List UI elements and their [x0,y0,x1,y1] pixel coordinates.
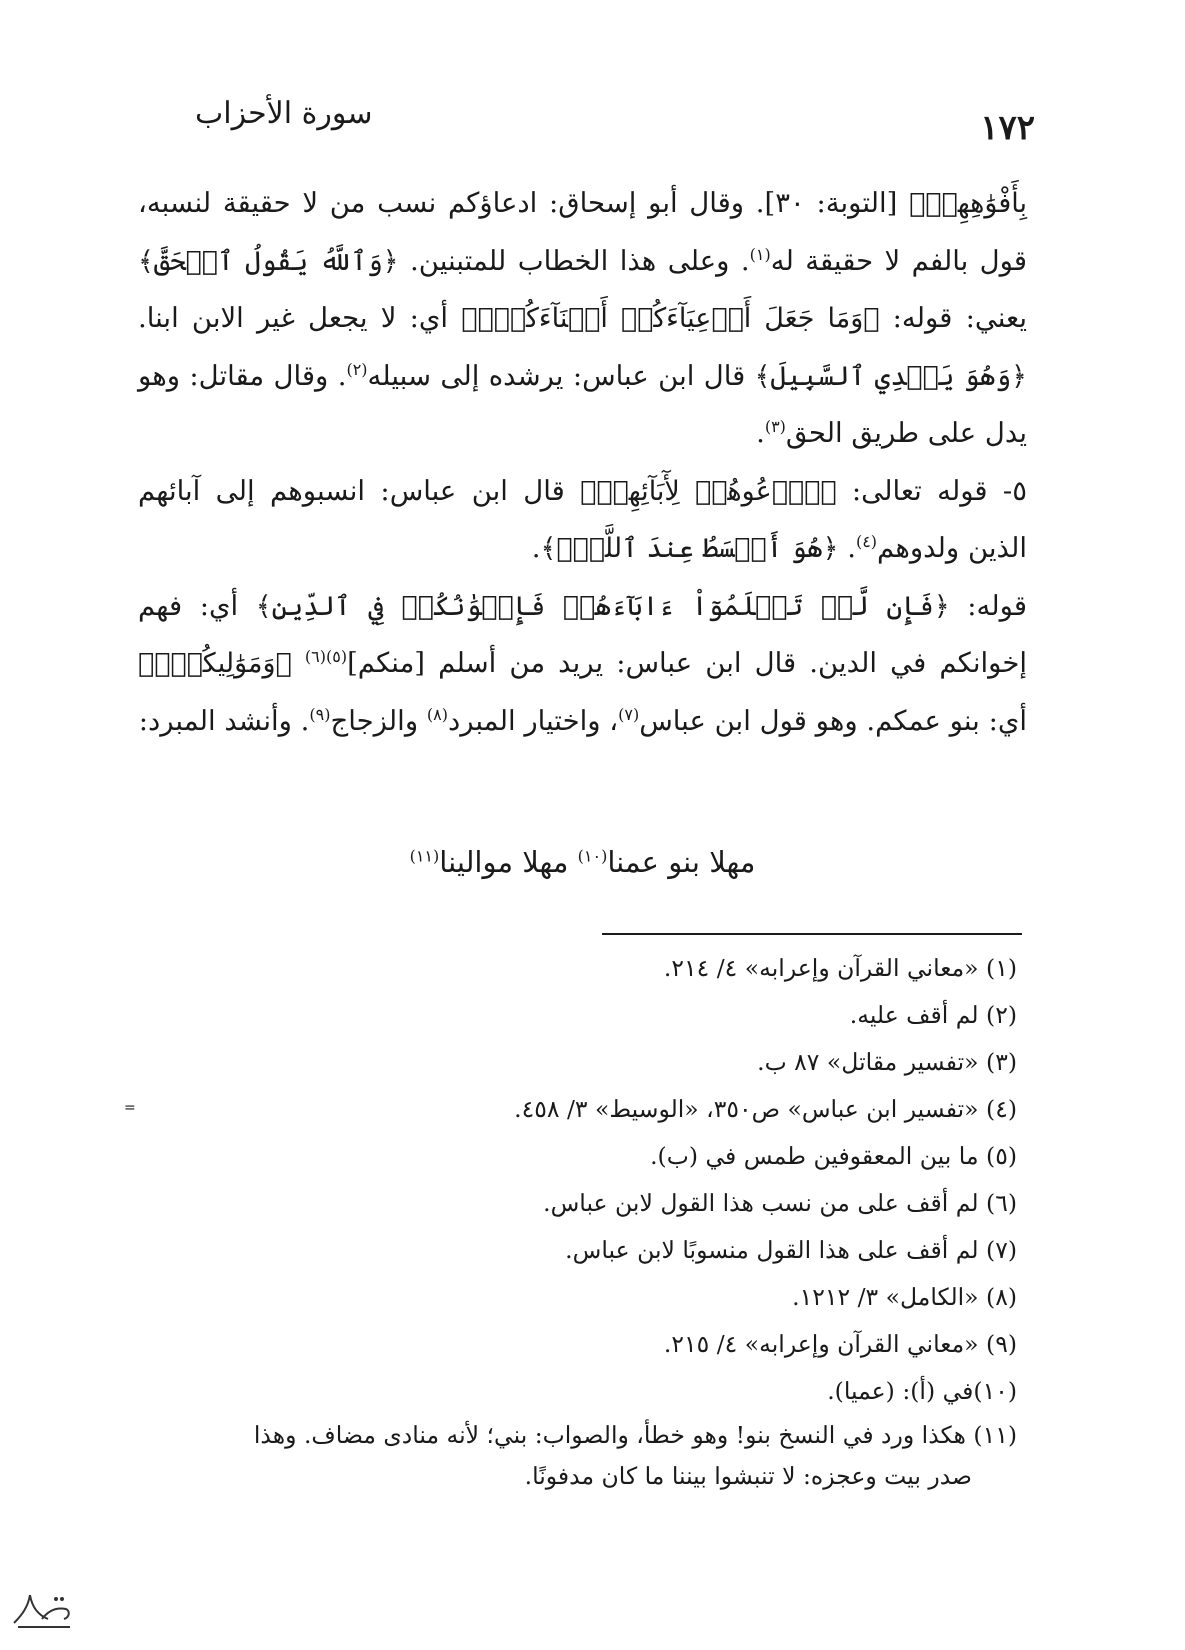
footnote-ref: (٢) [346,359,368,379]
poem-hemistich: مهلا موالينا [439,845,578,879]
text-run: والزجاج [330,704,427,737]
quran-verse: ﴿وَٱللَّهُ يَقُولُ ٱلۡحَقَّ﴾ [138,245,399,277]
text-run: ، واختيار المبرد [447,704,619,737]
main-text [138,175,1027,750]
quran-verse: ﴿هُوَ أَقۡسَطُ عِندَ ٱللَّهِۚ﴾ [540,533,839,564]
footnote-number: (٣) [986,1048,1017,1076]
footnote-number: (١١) [973,1421,1017,1449]
footnote-text: «معاني القرآن وإعرابه» ٤/ ٢١٤. [663,954,979,982]
footnote-text: في (أ): (عميا). [827,1377,974,1405]
text-run: . وأنشد المبرد: [138,704,310,737]
text-run: أي: فهم إخوانكم في الدين. قال ابن عباس: يريد من أسلم [منكم] [138,589,1027,679]
footnote-number: (١) [986,954,1017,982]
footnote-number: (٥) [986,1142,1017,1170]
footnote [110,992,1017,1039]
poem-verse [138,845,1027,879]
footnote-ref: (١٠) [577,846,608,866]
footnote [110,1227,1017,1274]
text-run: أي: لا يجعل غير الابن ابنا. [138,302,462,334]
publisher-logo-icon [8,1585,78,1633]
continuation-mark: = [124,1100,136,1116]
paragraph-3 [138,578,1027,751]
text-run: . [756,417,765,449]
quran-verse: ﴿فَإِن لَّمۡ تَعۡلَمُوٓاْ ءَابَآءَهُمۡ فَإِخۡوَٰنُكُمۡ فِي ٱلدِّينِ﴾ [255,590,950,622]
footnote [110,1368,1017,1415]
surah-title: سورة الأحزاب [195,96,373,131]
footnote-ref: (٧) [618,704,640,724]
footnote-ref: (٥)(٦) [304,646,348,666]
footnote-ref: (١) [749,244,771,264]
footnote [110,1039,1017,1086]
footnote-number: (٩) [986,1330,1017,1358]
footnote-number: (٢) [986,1001,1017,1029]
footnote-number: (٦) [986,1189,1017,1217]
footnote-ref: (٩) [309,704,331,724]
footnotes-list [110,945,1017,1497]
footnote-number: (٧) [986,1236,1017,1264]
quran-verse: ﴿وَمَا جَعَلَ أَدۡعِيَآءَكُمۡ أَبۡنَآءَكُمۡۚ﴾ [461,303,880,334]
footnote [110,1133,1017,1180]
footnote [110,1086,1017,1133]
text-run: [التوبة: ٣٠]. وقال أبو إسحاق: ادعاؤكم نسب من لا حقيقة لنسبه، قول بالفم لا حقيقة له [138,187,1028,277]
footnote-text: «الكامل» ٣/ ١٢١٢. [792,1283,979,1311]
footnote-text: «تفسير ابن عباس» ص٣٥٠، «الوسيط» ٣/ ٤٥٨. [514,1095,979,1123]
text-run: ٥- قوله تعالى: [836,474,1028,507]
footnote-ref: (٣) [764,416,786,436]
paragraph-2 [138,463,1027,578]
text-run: . وعلى هذا الخطاب للمتبنين. [398,244,750,277]
quran-verse: بِأَفْوَٰهِهِمۡۖ [909,188,1027,219]
footnote-text: «تفسير مقاتل» ٨٧ ب. [757,1048,979,1076]
footnote-divider [602,933,1022,935]
text-run: . [838,532,856,564]
page-header [150,96,1035,146]
footnote-continuation: صدر بيت وعجزه: لا تنبشوا بيننا ما كان مدفونًا. [524,1462,972,1490]
quran-verse: ﴿وَمَوَٰلِيكُمۡۚ﴾ [138,648,292,679]
text-run: أي: بنو عمكم. وهو قول ابن عباس [639,704,1027,737]
footnote-text: هكذا ورد في النسخ بنو! وهو خطأ، والصواب: بني؛ لأنه منادى مضاف. وهذا [253,1421,966,1449]
footnote [110,1274,1017,1321]
footnote-text: لم أقف عليه. [849,1001,979,1029]
quran-verse: ﴿وَهُوَ يَهۡدِي ٱلسَّبِيلَ﴾ [754,360,1027,392]
text-run: قال ابن عباس: انسبوهم إلى آبائهم الذين ولدوهم [138,474,1027,564]
footnote-number: (٨) [986,1283,1017,1311]
paragraph-1 [138,175,1027,463]
footnote-ref: (٨) [426,704,448,724]
footnote [110,1415,1017,1455]
poem-hemistich: مهلا بنو عمنا [607,845,756,879]
footnote-number: (١٠) [973,1377,1017,1405]
footnote-number: (٤) [986,1095,1017,1123]
text-run: قال ابن عباس: يرشده إلى سبيله [367,359,755,392]
text-run: قوله: [949,589,1028,622]
text-run: يعني: قوله: [879,302,1027,334]
footnote-ref: (٤) [855,531,878,551]
footnote-text: ما بين المعقوفين طمس في (ب). [650,1142,979,1170]
footnote-text: لم أقف على هذا القول منسوبًا لابن عباس. [565,1236,979,1264]
text-run: . [531,532,541,564]
footnote-text: لم أقف على من نسب هذا القول لابن عباس. [543,1189,979,1217]
text-run [292,647,305,679]
quran-verse: ﴿ٱدۡعُوهُمۡ لِأٓبَآئِهِمۡ﴾ [580,475,837,507]
footnote-text: «معاني القرآن وإعرابه» ٤/ ٢١٥. [663,1330,979,1358]
footnote-ref: (١١) [409,846,440,866]
footnote [110,945,1017,992]
footnote [110,1180,1017,1227]
footnote [110,1321,1017,1368]
page-number: ١٧٢ [980,108,1035,148]
text-run: . وقال مقاتل: وهو يدل على طريق الحق [138,359,1027,449]
